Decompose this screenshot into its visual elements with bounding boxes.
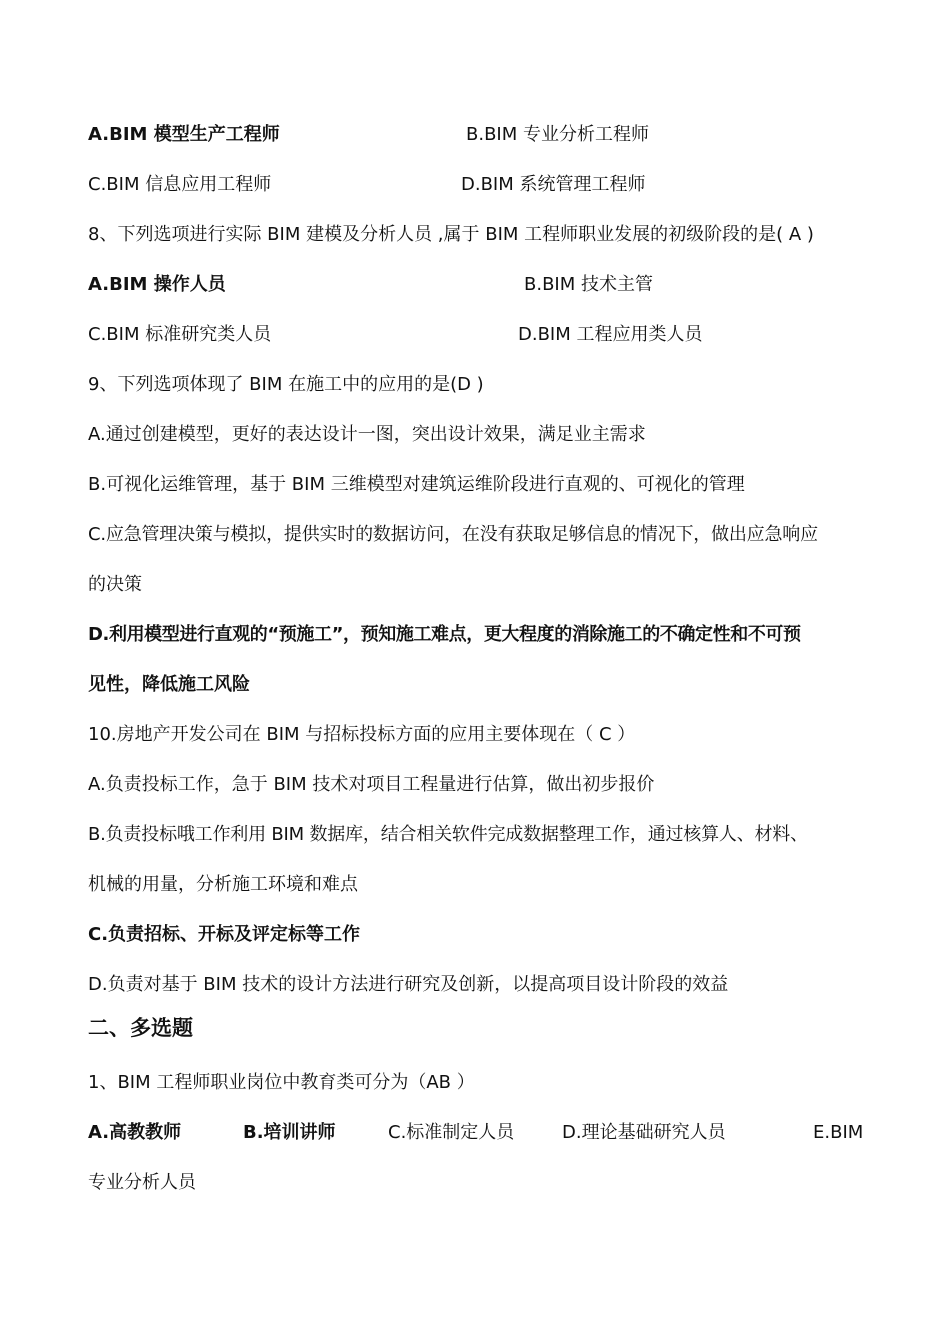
q10-option-a: A.负责投标工作，急于 BIM 技术对项目工程量进行估算，做出初步报价 xyxy=(88,774,655,795)
q10-option-d: D.负责对基于 BIM 技术的设计方法进行研究及创新，以提高项目设计阶段的效益 xyxy=(88,974,729,995)
q10-question: 10.房地产开发公司在 BIM 与招标投标方面的应用主要体现在（ C ） xyxy=(88,724,636,745)
q10-option-b-line1: B.负责投标哦工作利用 BIM 数据库，结合相关软件完成数据整理工作，通过核算人、材料、 xyxy=(88,824,808,845)
q7-options-row2 xyxy=(88,172,866,198)
q8-option-c: C.BIM 标准研究类人员 xyxy=(88,324,272,345)
s2-q1-question: 1、BIM 工程师职业岗位中教育类可分为（AB ） xyxy=(88,1072,475,1093)
q9-option-c-line1: C.应急管理决策与模拟，提供实时的数据访问，在没有获取足够信息的情况下，做出应急响应 xyxy=(88,524,818,545)
s2-q1-option-c: C.标准制定人员 xyxy=(388,1122,515,1143)
q9-option-a: A.通过创建模型，更好的表达设计一图，突出设计效果，满足业主需求 xyxy=(88,424,646,445)
q9-option-c-line2: 的决策 xyxy=(88,574,142,595)
q9-question: 9、下列选项体现了 BIM 在施工中的应用的是(D ) xyxy=(88,374,484,395)
s2-q1-option-e-cont: 专业分析人员 xyxy=(88,1172,196,1193)
q8-option-a: A.BIM 操作人员 xyxy=(88,274,226,295)
q7-options-row1 xyxy=(88,122,866,148)
q8-options-row2 xyxy=(88,322,866,348)
s2-q1-option-b: B.培训讲师 xyxy=(243,1122,336,1143)
section-heading: 二、多选题 xyxy=(88,1016,193,1040)
q7-option-b: B.BIM 专业分析工程师 xyxy=(466,124,649,145)
q9-option-d-line2: 见性，降低施工风险 xyxy=(88,674,250,695)
q8-options-row1 xyxy=(88,272,866,298)
q10-option-b-line2: 机械的用量，分析施工环境和难点 xyxy=(88,874,358,895)
s2-q1-option-d: D.理论基础研究人员 xyxy=(562,1122,726,1143)
q8-question: 8、下列选项进行实际 BIM 建模及分析人员 ,属于 BIM 工程师职业发展的初级阶段的是( A ) xyxy=(88,224,814,245)
q10-option-c: C.负责招标、开标及评定标等工作 xyxy=(88,924,361,945)
q7-option-a: A.BIM 模型生产工程师 xyxy=(88,124,280,145)
q8-option-b: B.BIM 技术主管 xyxy=(524,274,653,295)
q9-option-d-line1: D.利用模型进行直观的“预施工”，预知施工难点，更大程度的消除施工的不确定性和不可预 xyxy=(88,624,801,645)
s2-q1-option-e: E.BIM xyxy=(813,1122,864,1143)
s2-q1-option-a: A.高教教师 xyxy=(88,1122,182,1143)
q7-option-d: D.BIM 系统管理工程师 xyxy=(461,174,646,195)
q7-option-c: C.BIM 信息应用工程师 xyxy=(88,174,272,195)
q8-option-d: D.BIM 工程应用类人员 xyxy=(518,324,703,345)
q9-option-b: B.可视化运维管理，基于 BIM 三维模型对建筑运维阶段进行直观的、可视化的管理 xyxy=(88,474,745,495)
